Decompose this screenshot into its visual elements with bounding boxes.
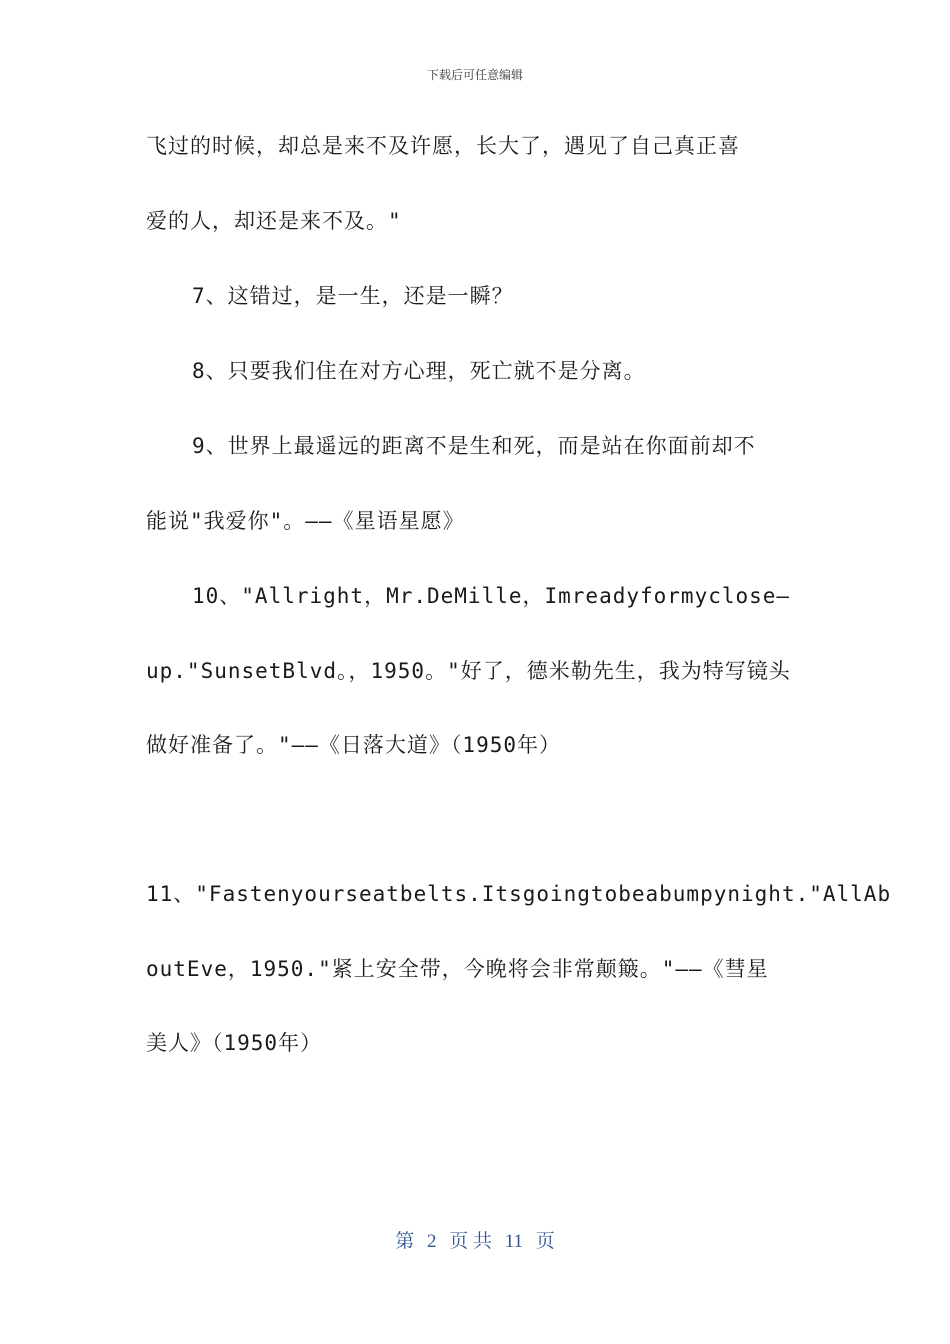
footer-prefix: 第: [395, 1231, 415, 1252]
list-item-7: 7、这错过，是一生，还是一瞬？: [192, 284, 514, 308]
body-text-line: 做好准备了。"——《日落大道》（1950年）: [146, 733, 562, 757]
body-text-line: 飞过的时候，却总是来不及许愿，长大了，遇见了自己真正喜: [146, 134, 740, 158]
footer-suffix: 页: [535, 1231, 555, 1252]
body-text-line: 美人》（1950年）: [146, 1031, 323, 1055]
footer-mid: 页 共: [449, 1231, 492, 1252]
list-item-11: 11、"Fastenyourseatbelts.Itsgoingtobeabumpynight."AllAb: [146, 882, 892, 906]
body-text-line: up."SunsetBlvd。，1950。"好了，德米勒先生，我为特写镜头: [146, 659, 791, 683]
body-text-line: 能说"我爱你"。——《星语星愿》: [146, 509, 465, 533]
list-item-9: 9、世界上最遥远的距离不是生和死，而是站在你面前却不: [192, 434, 756, 458]
body-text-line: outEve，1950."紧上安全带，今晚将会非常颠簸。"——《彗星: [146, 957, 769, 981]
list-item-8: 8、只要我们住在对方心理，死亡就不是分离。: [192, 359, 646, 383]
page-footer: [0, 1226, 950, 1253]
list-item-10: 10、"Allright，Mr.DeMille，Imreadyformyclose—: [192, 584, 791, 608]
footer-total-pages: 11: [504, 1231, 524, 1252]
footer-page-number: 2: [426, 1231, 437, 1252]
page-header: 下载后可任意编辑: [426, 68, 523, 82]
body-text-line: 爱的人，却还是来不及。": [146, 209, 402, 233]
